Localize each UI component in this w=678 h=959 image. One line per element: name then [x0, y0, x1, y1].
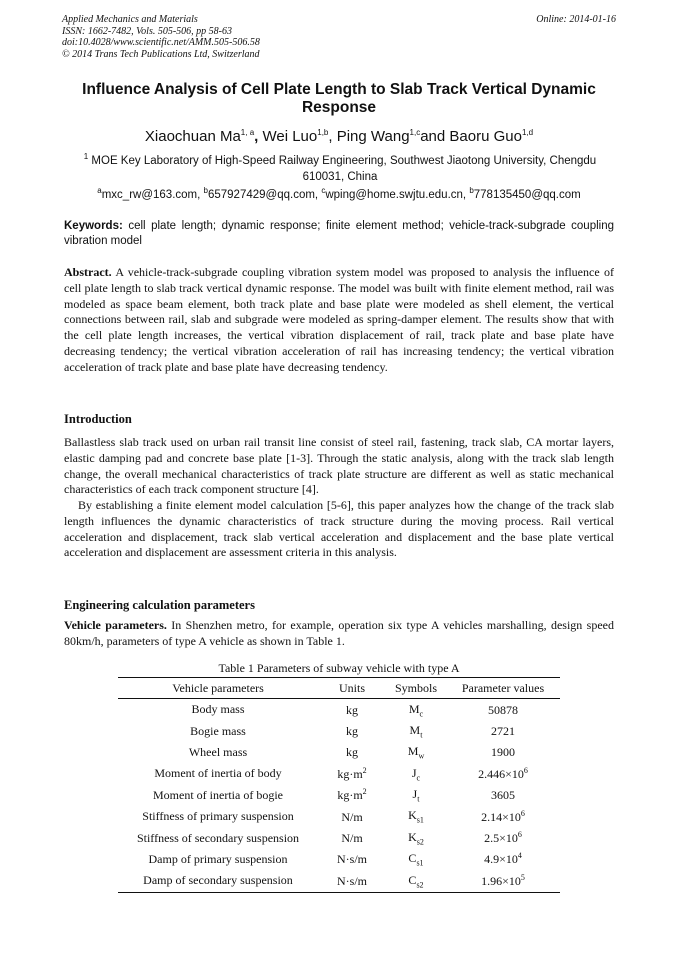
table-row — [118, 763, 560, 784]
table-row — [118, 806, 560, 827]
unit-text: N·s/m — [337, 852, 367, 867]
keywords-text: cell plate length; dynamic response; finite element method; vehicle-track-subgrade coupling vibration model — [64, 220, 614, 247]
email-link[interactable]: mxc_rw@163.com — [101, 188, 198, 201]
symbol-cell — [386, 806, 446, 827]
unit-cell — [318, 763, 386, 784]
affiliation-text: MOE Key Laboratory of High-Speed Railway Engineering, Southwest Jiaotong University, Chengdu 610031, China — [91, 154, 597, 183]
symbol-subscript: s1 — [416, 858, 424, 868]
param-name-cell: Damp of secondary suspension — [118, 870, 318, 892]
symbol-text: M — [407, 744, 419, 759]
value-text: 1.96×10 — [481, 873, 521, 888]
unit-cell — [318, 870, 386, 892]
author-affil-sup: 1,b — [317, 128, 329, 137]
param-name-cell: Stiffness of primary suspension — [142, 809, 294, 824]
unit-cell — [318, 849, 386, 870]
value-text: 2.14×10 — [481, 809, 521, 824]
table-row — [118, 742, 560, 763]
value-cell — [446, 699, 560, 721]
symbol-text: M — [408, 701, 420, 716]
column-header: Units — [318, 678, 386, 699]
email-link[interactable]: 778135450@qq.com — [473, 188, 581, 201]
symbol-subscript: c — [419, 708, 424, 718]
paper-title: Influence Analysis of Cell Plate Length to Slab Track Vertical Dynamic Response — [82, 81, 596, 116]
value-cell — [446, 806, 560, 827]
email-sup: a — [97, 186, 102, 195]
symbol-cell — [386, 742, 446, 763]
author-list: Xiaochuan Ma$^{1, a}$, Wei Luo$^{1,b}$, Ping Wang$^{1,c}$and Baoru Guo$^{1,d}$ — [144, 128, 534, 145]
symbol-cell — [386, 870, 446, 892]
value-text: 3605 — [491, 788, 515, 803]
symbol-text: C — [408, 851, 417, 866]
email-link[interactable]: 657927429@qq.com — [207, 188, 315, 201]
value-cell — [446, 870, 560, 892]
value-text: 1900 — [491, 745, 515, 760]
abstract — [64, 265, 614, 376]
author-affil-sup: 1,d — [521, 128, 534, 137]
table-row — [118, 849, 560, 870]
unit-cell — [318, 827, 386, 848]
email-sup: b — [469, 186, 474, 195]
author-affil-sup: 1, a — [240, 128, 255, 137]
abstract-label: Abstract. — [64, 265, 112, 279]
email-sup: b — [203, 186, 208, 195]
unit-cell — [318, 742, 386, 763]
param-name-cell: Stiffness of secondary suspension — [136, 830, 300, 845]
symbol-subscript: t — [417, 794, 420, 804]
symbol-subscript: w — [418, 751, 425, 761]
value-exponent: 4 — [517, 851, 522, 861]
table-row — [118, 870, 560, 892]
param-name-cell: Moment of inertia of bogie — [153, 787, 283, 802]
keywords — [64, 219, 614, 248]
online-date: Online: 2014-01-16 — [536, 14, 616, 25]
symbol-text: C — [408, 872, 417, 887]
value-exponent: 6 — [523, 765, 528, 775]
symbol-cell — [386, 785, 446, 806]
intro-paragraph-1: Ballastless slab track used on urban rail transit line consist of steel rail, fastening, track slab, CA mortar layers, elastic damping pad and concrete base plate [1-3]. Through the static analysis, along with the track slab length change, the overall mechanical characteristics of track plate structure are different as well as static mechanical characteristics of each track component structure [4]. — [64, 435, 614, 497]
doi-line: doi:10.4028/www.scientific.net/AMM.505-506.58 — [62, 37, 260, 48]
unit-text: N/m — [341, 831, 363, 846]
param-name-cell: Body mass — [191, 702, 245, 717]
table-header-row — [118, 678, 560, 699]
vehicle-parameters-label: Vehicle parameters. — [64, 618, 167, 632]
issn-line: ISSN: 1662-7482, Vols. 505-506, pp 58-63 — [62, 25, 232, 37]
journal-name: Applied Mechanics and Materials — [62, 14, 198, 25]
table-body — [118, 699, 560, 893]
symbol-cell — [386, 699, 446, 721]
value-text: 4.9×10 — [484, 852, 518, 867]
value-exponent: 6 — [517, 830, 522, 840]
param-name-cell: Moment of inertia of body — [154, 766, 282, 781]
unit-cell — [318, 806, 386, 827]
unit-text: kg·m — [337, 766, 363, 781]
value-cell — [446, 785, 560, 806]
symbol-text: J — [412, 787, 418, 802]
unit-text: kg — [346, 745, 358, 760]
unit-cell — [318, 699, 386, 721]
value-text: 50878 — [488, 702, 518, 717]
table-row — [118, 699, 560, 721]
vehicle-parameters-text: In Shenzhen metro, for example, operation six type A vehicles marshalling, design speed 80km/h, parameters of type A vehicle as shown in Table 1. — [64, 618, 614, 648]
param-name-cell: Bogie mass — [190, 723, 246, 738]
unit-text: N·s/m — [337, 873, 367, 888]
column-header: Vehicle parameters — [118, 678, 318, 699]
table-caption: Table 1 Parameters of subway vehicle with type A — [218, 661, 460, 675]
value-exponent: 5 — [520, 872, 525, 882]
email-link[interactable]: wping@home.swjtu.edu.cn — [325, 188, 463, 201]
unit-text: kg·m — [337, 788, 363, 803]
keywords-label: Keywords: — [64, 220, 123, 232]
symbol-cell — [386, 827, 446, 848]
author-affil-sup: 1,c — [409, 128, 421, 137]
value-text: 2.5×10 — [484, 831, 518, 846]
copyright-line: © 2014 Trans Tech Publications Ltd, Switzerland — [62, 48, 260, 60]
column-header: Parameter values — [446, 678, 560, 699]
unit-exponent: 2 — [362, 787, 367, 797]
value-text: 2.446×10 — [478, 766, 524, 781]
symbol-text: K — [408, 808, 417, 823]
table-row — [118, 827, 560, 848]
symbol-subscript: t — [420, 730, 423, 740]
unit-cell — [318, 720, 386, 741]
param-name-cell: Wheel mass — [188, 744, 248, 759]
value-cell — [446, 763, 560, 784]
affiliation — [80, 149, 600, 185]
abstract-text: A vehicle-track-subgrade coupling vibration system model was proposed to analysis the influence of cell plate length to slab track vertical dynamic response. The model was built with finite element method, rail was modeled as space beam element, both track plate and base plate were modeled as shell element, the vertical connections between rail, slab and subgrade were modeled as spring-damper element. The results show that with the cell plate length increases, the vertical vibration displacement of rail, track plate and base plate have decreasing tendency; the vertical vibration acceleration of rail has increasing tendency; the vertical vibration acceleration of track plate and base plate have decreasing tendency. — [64, 265, 614, 374]
author-name: Xiaochuan Ma — [144, 128, 241, 145]
author-name: Ping Wang — [336, 128, 410, 145]
value-exponent: 6 — [520, 808, 525, 818]
email-list: $^a$mxc_rw@163.com, $^b$657927429@qq.com, $^c$wping@home.swjtu.edu.cn, $^b$778135450@qq.com — [97, 186, 581, 201]
unit-exponent: 2 — [362, 765, 367, 775]
symbol-subscript: s2 — [416, 837, 424, 847]
symbol-subscript: s2 — [416, 880, 424, 890]
symbol-subscript: c — [416, 773, 421, 783]
symbol-cell — [386, 849, 446, 870]
symbol-text: M — [409, 722, 421, 737]
symbol-cell — [386, 720, 446, 741]
value-cell — [446, 827, 560, 848]
email-sup: c — [321, 186, 326, 195]
table-row — [118, 720, 560, 741]
value-cell — [446, 849, 560, 870]
symbol-text: K — [408, 829, 417, 844]
symbol-subscript: s1 — [416, 815, 424, 825]
value-cell — [446, 742, 560, 763]
symbol-text: J — [411, 765, 417, 780]
unit-cell — [318, 785, 386, 806]
unit-text: kg — [346, 702, 358, 717]
author-name: Baoru Guo — [449, 128, 522, 145]
unit-text: N/m — [341, 809, 363, 824]
vehicle-parameter-table — [118, 677, 560, 893]
param-name-cell: Damp of primary suspension — [148, 851, 288, 866]
column-header: Symbols — [386, 678, 446, 699]
intro-paragraph-2: By establishing a finite element model calculation [5-6], this paper analyzes how the change of the track slab length influences the dynamic characteristics of track structure during the moving process. Rail vertical acceleration and displacement, track slab vertical acceleration and displacement and the base plate vertical acceleration and displacement are assessment criteria in this analysis. — [64, 498, 614, 560]
symbol-cell — [386, 763, 446, 784]
section-heading-introduction: Introduction — [64, 412, 132, 426]
vehicle-parameters-paragraph — [64, 618, 614, 650]
table-row — [118, 785, 560, 806]
author-name: Wei Luo — [262, 128, 318, 145]
value-text: 2721 — [491, 724, 515, 739]
running-header — [62, 14, 616, 60]
affiliation-sup: 1 — [83, 152, 89, 161]
unit-text: kg — [346, 724, 358, 739]
value-cell — [446, 720, 560, 741]
section-heading-engineering: Engineering calculation parameters — [64, 598, 255, 612]
